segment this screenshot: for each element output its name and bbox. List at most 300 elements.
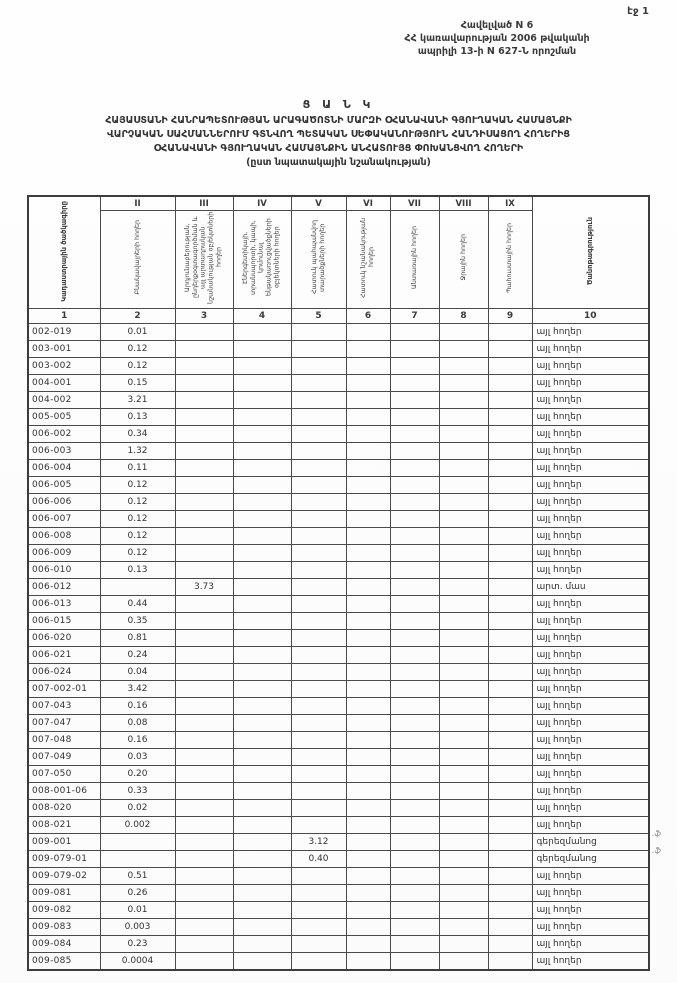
area-value-cell [439,783,488,800]
area-value-cell [346,375,390,392]
area-value-cell [291,630,346,647]
roman-III: III [175,196,233,211]
area-value-cell [346,426,390,443]
area-value-cell [175,392,233,409]
header-forest-lands [390,211,439,309]
area-value-cell [439,817,488,834]
area-value-cell [175,647,233,664]
area-value-cell [439,732,488,749]
area-value-cell [233,817,291,834]
area-value-cell [439,375,488,392]
cadastral-code-cell: 007-043 [28,698,100,715]
area-value-cell [346,936,390,953]
area-value-cell [488,375,532,392]
area-value-cell [390,460,439,477]
area-value-cell [175,324,233,341]
area-value-cell [390,324,439,341]
col-num: 10 [532,309,649,324]
cadastral-code-cell: 009-081 [28,885,100,902]
cadastral-code-cell: 007-050 [28,766,100,783]
area-value-cell [175,681,233,698]
area-value-cell [488,341,532,358]
roman-VIII: VIII [439,196,488,211]
area-value-cell [390,817,439,834]
header-label: Բնակավայրերի հողեր [133,220,141,295]
area-value-cell [233,851,291,868]
note-cell: այլ հողեր [532,562,649,579]
area-value-cell: 0.16 [100,732,175,749]
area-value-cell [488,409,532,426]
table-row [28,885,649,902]
area-value-cell [439,630,488,647]
area-value-cell [488,885,532,902]
area-value-cell: 0.33 [100,783,175,800]
area-value-cell [346,698,390,715]
note-cell: այլ հողեր [532,732,649,749]
roman-II: II [100,196,175,211]
header-label: Հատուկ նշանակության հողեր [360,217,375,298]
area-value-cell [439,341,488,358]
area-value-cell [346,596,390,613]
area-value-cell [346,681,390,698]
annex-line: Հավելված N 6 [460,20,534,31]
roman-IV: IV [233,196,291,211]
area-value-cell: 0.34 [100,426,175,443]
area-value-cell [175,766,233,783]
area-value-cell [390,596,439,613]
area-value-cell [439,936,488,953]
cadastral-code-cell: 009-079-01 [28,851,100,868]
col-num: 7 [390,309,439,324]
area-value-cell [291,477,346,494]
header-label: Ջրային հողեր [459,234,467,281]
area-value-cell [390,851,439,868]
area-value-cell [346,715,390,732]
area-value-cell: 0.81 [100,630,175,647]
area-value-cell [233,732,291,749]
area-value-cell [346,630,390,647]
area-value-cell [291,579,346,596]
col-num: 2 [100,309,175,324]
area-value-cell [346,579,390,596]
area-value-cell: 3.21 [100,392,175,409]
area-value-cell [346,664,390,681]
area-value-cell [291,664,346,681]
area-value-cell: 3.12 [291,834,346,851]
area-value-cell [346,409,390,426]
cadastral-code-cell: 006-012 [28,579,100,596]
table-row [28,715,649,732]
table-row [28,392,649,409]
area-value-cell [390,834,439,851]
note-cell: այլ հողեր [532,664,649,681]
area-value-cell [233,953,291,971]
area-value-cell: 0.01 [100,902,175,919]
area-value-cell [488,868,532,885]
area-value-cell [175,613,233,630]
area-value-cell [175,443,233,460]
area-value-cell [233,409,291,426]
cadastral-code-cell: 009-084 [28,936,100,953]
area-value-cell [233,885,291,902]
area-value-cell [291,341,346,358]
table-row [28,766,649,783]
note-cell: այլ հողեր [532,698,649,715]
area-value-cell [346,511,390,528]
area-value-cell [291,953,346,971]
cadastral-code-cell: 009-001 [28,834,100,851]
area-value-cell: 0.13 [100,562,175,579]
area-value-cell: 0.12 [100,528,175,545]
area-value-cell [175,817,233,834]
area-value-cell [175,630,233,647]
area-value-cell [233,647,291,664]
area-value-cell [488,426,532,443]
cadastral-code-cell: 006-005 [28,477,100,494]
area-value-cell: 0.35 [100,613,175,630]
area-value-cell [390,375,439,392]
area-value-cell [291,936,346,953]
area-value-cell [233,528,291,545]
area-value-cell [439,766,488,783]
area-value-cell [233,902,291,919]
area-value-cell [346,358,390,375]
note-cell: այլ հողեր [532,936,649,953]
area-value-cell [233,562,291,579]
table-row [28,375,649,392]
area-value-cell [346,528,390,545]
area-value-cell [175,375,233,392]
table-row [28,596,649,613]
area-value-cell [439,358,488,375]
area-value-cell [346,460,390,477]
area-value-cell: 0.26 [100,885,175,902]
area-value-cell: 0.16 [100,698,175,715]
area-value-cell [439,698,488,715]
area-value-cell: 0.02 [100,800,175,817]
document-title [20,98,657,168]
area-value-cell [175,460,233,477]
col-num: 4 [233,309,291,324]
area-value-cell [175,358,233,375]
table-row [28,919,649,936]
table-row [28,851,649,868]
area-value-cell [439,392,488,409]
area-value-cell [390,800,439,817]
roman-V: V [291,196,346,211]
area-value-cell: 0.12 [100,341,175,358]
note-cell: այլ հողեր [532,358,649,375]
area-value-cell [390,885,439,902]
area-value-cell [175,596,233,613]
note-cell: այլ հողեր [532,868,649,885]
area-value-cell [291,885,346,902]
area-value-cell [439,528,488,545]
cadastral-code-cell: 006-020 [28,630,100,647]
cadastral-code-cell: 009-083 [28,919,100,936]
area-value-cell [390,681,439,698]
area-value-cell [439,324,488,341]
note-cell: այլ հողեր [532,715,649,732]
area-value-cell [488,630,532,647]
cadastral-code-cell: 002-019 [28,324,100,341]
area-value-cell [488,460,532,477]
title-line: ՎԱՐՉԱԿԱՆ ՍԱՀՄԱՆՆԵՐՈՒՄ ԳՏՆՎՈՂ ՊԵՏԱԿԱՆ ՍԵՓԱԿԱՆՈՒԹՅՈՒՆ ՀԱՆԴԻՍԱՑՈՂ ՀՈՂԵՐԻՑ [106,128,571,140]
area-value-cell: 0.12 [100,494,175,511]
area-value-cell [291,511,346,528]
cadastral-code-cell: 005-005 [28,409,100,426]
table-row [28,579,649,596]
header-special-lands [346,211,390,309]
cadastral-code-cell: 003-002 [28,358,100,375]
area-value-cell: 0.01 [100,324,175,341]
area-value-cell [488,545,532,562]
area-value-cell [175,800,233,817]
area-value-cell [233,392,291,409]
area-value-cell [291,647,346,664]
area-value-cell [175,562,233,579]
area-value-cell [439,681,488,698]
col-num: 6 [346,309,390,324]
roman-numeral-row [28,196,649,211]
area-value-cell: 1.32 [100,443,175,460]
area-value-cell [488,647,532,664]
table-row [28,681,649,698]
area-value-cell [175,834,233,851]
area-value-cell [233,919,291,936]
area-value-cell [488,936,532,953]
note-cell: այլ հողեր [532,800,649,817]
area-value-cell [439,715,488,732]
header-note [532,196,649,309]
area-value-cell: 3.42 [100,681,175,698]
cadastral-code-cell: 006-008 [28,528,100,545]
table-row [28,800,649,817]
area-value-cell [175,494,233,511]
area-value-cell [175,936,233,953]
area-value-cell [439,562,488,579]
table-row [28,545,649,562]
title-line: ՀԱՅԱՍՏԱՆԻ ՀԱՆՐԱՊԵՏՈՒԹՅԱՆ ԱՐԱԳԱԾՈՏՆԻ ՄԱՐԶԻ ՕՀԱՆԱՎԱՆԻ ԳՅՈՒՂԱԿԱՆ ՀԱՄԱՅՆՔԻ [105,115,572,126]
area-value-cell [346,766,390,783]
cadastral-code-cell: 006-013 [28,596,100,613]
area-value-cell [346,885,390,902]
header-label: Ծանոթագրություն [586,217,594,285]
header-label: Պահուստային հողեր [506,222,514,293]
area-value-cell [390,664,439,681]
area-value-cell [291,358,346,375]
area-value-cell [100,579,175,596]
note-cell: այլ հողեր [532,902,649,919]
area-value-cell [233,715,291,732]
area-value-cell [233,800,291,817]
area-value-cell [488,511,532,528]
cadastral-code-cell: 006-002 [28,426,100,443]
area-value-cell [390,528,439,545]
note-cell: գերեզմանոց [532,834,649,851]
cadastral-code-cell: 006-004 [28,460,100,477]
table-row [28,613,649,630]
title-heading: Ց Ա Ն Կ [302,98,375,111]
cadastral-code-cell: 007-048 [28,732,100,749]
note-cell: այլ հողեր [532,477,649,494]
area-value-cell [291,494,346,511]
area-value-cell [291,562,346,579]
note-cell: այլ հողեր [532,375,649,392]
area-value-cell [291,613,346,630]
area-value-cell [175,902,233,919]
table-header [28,196,649,324]
area-value-cell [390,494,439,511]
area-value-cell [233,698,291,715]
area-value-cell [488,494,532,511]
area-value-cell [233,426,291,443]
area-value-cell [439,919,488,936]
area-value-cell [175,919,233,936]
area-value-cell: 0.15 [100,375,175,392]
header-residential-lands [100,211,175,309]
cadastral-code-cell: 009-085 [28,953,100,971]
header-water-lands [439,211,488,309]
area-value-cell [390,766,439,783]
table-row [28,902,649,919]
area-value-cell [439,426,488,443]
area-value-cell [175,664,233,681]
area-value-cell [100,834,175,851]
cadastral-code-cell: 006-010 [28,562,100,579]
area-value-cell [175,953,233,971]
table-row [28,511,649,528]
area-value-cell [439,800,488,817]
area-value-cell: 0.13 [100,409,175,426]
header-reserve-lands [488,211,532,309]
area-value-cell: 0.40 [291,851,346,868]
area-value-cell [390,613,439,630]
note-cell: այլ հողեր [532,511,649,528]
cadastral-code-cell: 006-003 [28,443,100,460]
note-cell: այլ հողեր [532,392,649,409]
note-cell: այլ հողեր [532,783,649,800]
area-value-cell [439,749,488,766]
area-value-cell [488,681,532,698]
area-value-cell [439,885,488,902]
note-cell: այլ հողեր [532,324,649,341]
area-value-cell [233,936,291,953]
area-value-cell [390,868,439,885]
area-value-cell [346,902,390,919]
area-value-cell [488,358,532,375]
area-value-cell [291,443,346,460]
area-value-cell: 0.24 [100,647,175,664]
area-value-cell [346,834,390,851]
table-row [28,528,649,545]
area-value-cell [488,664,532,681]
handwritten-margin-mark: .ֆ [652,846,661,855]
area-value-cell [390,783,439,800]
area-value-cell [291,596,346,613]
area-value-cell [439,409,488,426]
area-value-cell [346,919,390,936]
area-value-cell [488,715,532,732]
table-row [28,426,649,443]
col-num: 5 [291,309,346,324]
area-value-cell [390,443,439,460]
area-value-cell [233,868,291,885]
area-value-cell [175,528,233,545]
area-value-cell [390,426,439,443]
area-value-cell [233,630,291,647]
area-value-cell [439,460,488,477]
area-value-cell [100,851,175,868]
cadastral-code-cell: 008-001-06 [28,783,100,800]
area-value-cell [233,749,291,766]
note-cell: արտ. մաս [532,579,649,596]
area-value-cell [488,528,532,545]
area-value-cell: 0.23 [100,936,175,953]
area-value-cell [233,494,291,511]
area-value-cell [488,919,532,936]
area-value-cell [233,834,291,851]
title-subtitle: (ըստ նպատակային նշանակության) [246,157,431,169]
area-value-cell [488,783,532,800]
table-row [28,630,649,647]
col-num: 8 [439,309,488,324]
area-value-cell [390,919,439,936]
table-row [28,358,649,375]
area-value-cell [488,834,532,851]
area-value-cell [439,443,488,460]
area-value-cell [233,664,291,681]
table-row [28,749,649,766]
note-cell: այլ հողեր [532,885,649,902]
area-value-cell: 0.11 [100,460,175,477]
roman-VII: VII [390,196,439,211]
note-cell: այլ հողեր [532,681,649,698]
area-value-cell [233,460,291,477]
area-value-cell [346,783,390,800]
area-value-cell: 0.0004 [100,953,175,971]
area-value-cell [175,511,233,528]
area-value-cell [291,698,346,715]
table-row [28,664,649,681]
cadastral-code-cell: 008-021 [28,817,100,834]
area-value-cell [488,817,532,834]
area-value-cell [291,783,346,800]
area-value-cell [233,613,291,630]
area-value-cell [291,919,346,936]
area-value-cell [488,562,532,579]
area-value-cell [488,613,532,630]
area-value-cell [291,902,346,919]
roman-VI: VI [346,196,390,211]
area-value-cell [346,545,390,562]
cadastral-code-cell: 007-049 [28,749,100,766]
area-value-cell [346,562,390,579]
note-cell: այլ հողեր [532,460,649,477]
table-row [28,324,649,341]
note-cell: այլ հողեր [532,613,649,630]
note-cell: այլ հողեր [532,341,649,358]
col-num: 9 [488,309,532,324]
area-value-cell [291,409,346,426]
area-value-cell [488,953,532,971]
column-number-row [28,309,649,324]
area-value-cell [346,647,390,664]
area-value-cell [291,800,346,817]
area-value-cell [346,392,390,409]
cadastral-code-cell: 004-001 [28,375,100,392]
area-value-cell [291,681,346,698]
